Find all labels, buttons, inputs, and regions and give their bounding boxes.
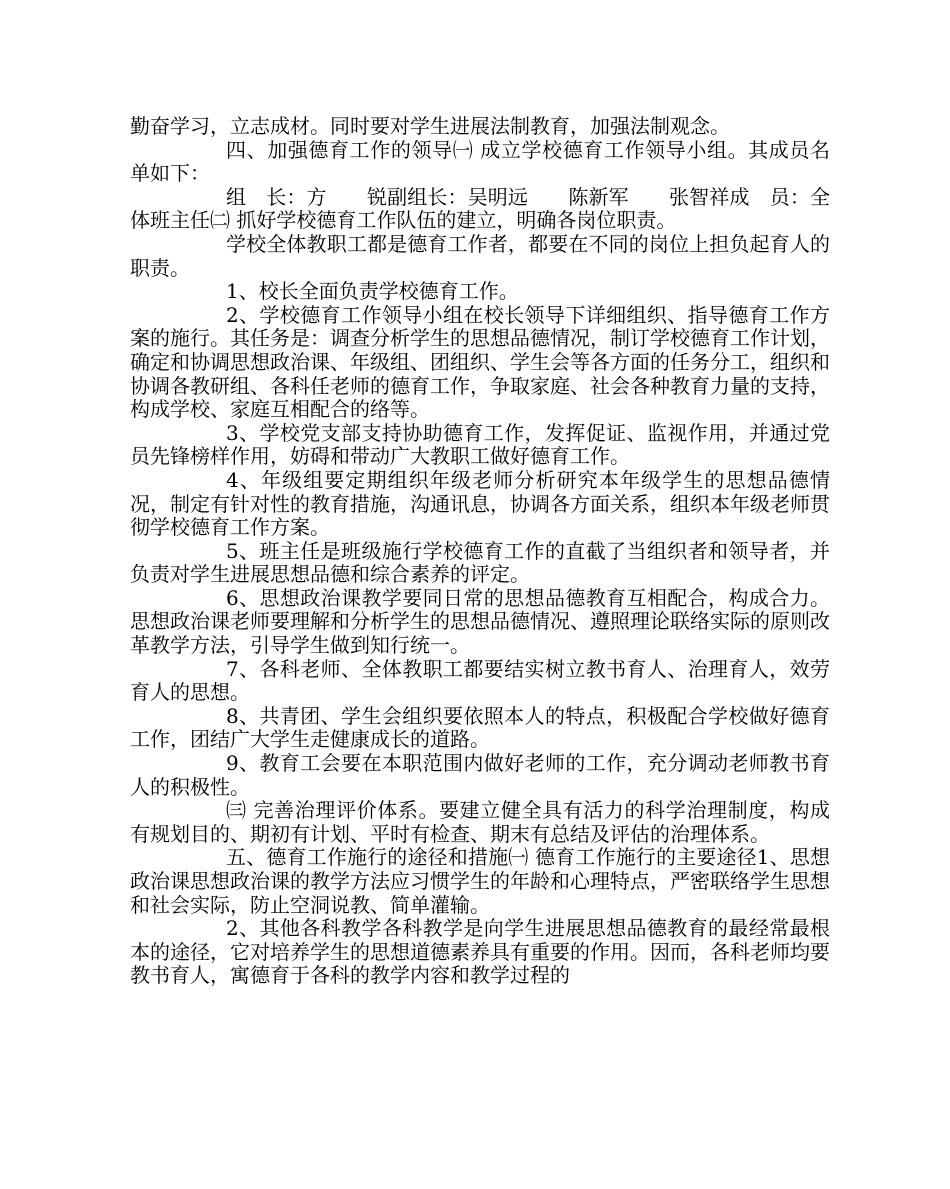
document-page [130, 115, 830, 988]
paragraph: 勤奋学习，立志成材。同时要对学生进展法制教育，加强法制观念。 [130, 114, 730, 138]
paragraph: 4、年级组要定期组织年级老师分析研究本年级学生的思想品德情况，制定有针对性的教育措施，沟通讯息，协调各方面关系，组织本年级老师贯彻学校德育工作方案。 [130, 467, 830, 540]
paragraph: 8、共青团、学生会组织要依照本人的特点，积极配合学校做好德育工作，团结广大学生走健康成长的道路。 [130, 703, 830, 752]
paragraph: 3、学校党支部支持协助德育工作，发挥促证、监视作用，并通过党员先锋榜样作用，妨碍和带动广大教职工做好德育工作。 [130, 420, 830, 469]
paragraph: 7、各科老师、全体教职工都要结实树立教书育人、治理育人，效劳育人的思想。 [130, 656, 830, 705]
paragraph: 四、加强德育工作的领导㈠ 成立学校德育工作领导小组。其成员名单如下： [130, 137, 830, 186]
paragraph: ㈢ 完善治理评价体系。要建立健全具有活力的科学治理制度，构成有规划目的、期初有计划、平时有检查、期末有总结及评估的治理体系。 [130, 798, 830, 846]
paragraph: 组 长：方 锐副组长：吴明远 陈新军 张智祥成 员：全体班主任㈡ 抓好学校德育工作队伍的建立，明确各岗位职责。 [130, 184, 830, 233]
paragraph: 6、思想政治课教学要同日常的思想品德教育互相配合，构成合力。思想政治课老师要理解和分析学生的思想品德情况、遵照理论联络实际的原则改革教学方法，引导学生做到知行统一。 [130, 585, 830, 658]
paragraph: 2、学校德育工作领导小组在校长领导下详细组织、指导德育工作方案的施行。其任务是：调查分析学生的思想品德情况，制订学校德育工作计划，确定和协调思想政治课、年级组、团组织、学生会等各方面的任务分工，组织和协调各教研组、各科任老师的德育工作，争取家庭、社会各种教育力量的支持，构成学校、家庭互相配合的络等。 [130, 302, 830, 422]
paragraph: 五、德育工作施行的途径和措施㈠ 德育工作施行的主要途径1、思想政治课思想政治课的教学方法应习惯学生的年龄和心理特点，严密联络学生思想和社会实际，防止空洞说教、简单灌输。 [130, 845, 830, 917]
paragraph: 5、班主任是班级施行学校德育工作的直截了当组织者和领导者，并负责对学生进展思想品德和综合素养的评定。 [130, 538, 830, 587]
paragraph: 9、教育工会要在本职范围内做好老师的工作，充分调动老师教书育人的积极性。 [130, 751, 830, 799]
paragraph: 2、其他各科教学各科教学是向学生进展思想品德教育的最经常最根本的途径，它对培养学生的思想道德素养具有重要的作用。因而，各科老师均要教书育人，寓德育于各科的教学内容和教学过程的 [130, 916, 830, 988]
paragraph: 学校全体教职工都是德育工作者，都要在不同的岗位上担负起育人的职责。 [130, 231, 830, 280]
paragraph: 1、校长全面负责学校德育工作。 [226, 279, 519, 304]
